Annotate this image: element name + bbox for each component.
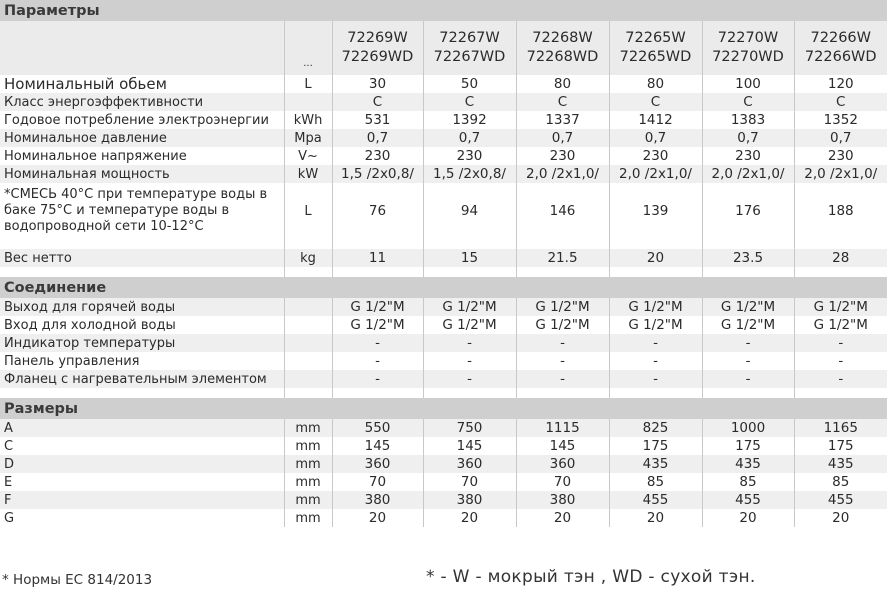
cell-value: 0,7 xyxy=(516,129,609,147)
spacer-row xyxy=(0,388,887,398)
section-dimensions-row xyxy=(0,398,887,419)
cell-value: 380 xyxy=(332,491,423,509)
cell-value: C xyxy=(423,93,516,111)
cell-value: 20 xyxy=(332,509,423,527)
cell-value: G 1/2"M xyxy=(794,298,887,316)
cell-value: 20 xyxy=(702,509,794,527)
cell-value: 1000 xyxy=(702,419,794,437)
model-header xyxy=(609,21,702,75)
cell-value: 1383 xyxy=(702,111,794,129)
model-code-w: 72268W xyxy=(532,30,593,46)
cell-value: 70 xyxy=(516,473,609,491)
model-header xyxy=(794,21,887,75)
cell-value: 94 xyxy=(423,183,516,239)
model-code-wd: 72270WD xyxy=(712,49,784,65)
param-row xyxy=(0,111,887,129)
cell-value: 0,7 xyxy=(702,129,794,147)
cell-value: 380 xyxy=(516,491,609,509)
row-label: Номинальное напряжение xyxy=(0,147,284,165)
cell-value: G 1/2"M xyxy=(794,316,887,334)
row-unit xyxy=(284,93,332,111)
connection-row xyxy=(0,370,887,388)
cell-value: 435 xyxy=(794,455,887,473)
row-label: Панель управления xyxy=(0,352,284,370)
model-header xyxy=(423,21,516,75)
cell-value: 70 xyxy=(423,473,516,491)
cell-value: 145 xyxy=(423,437,516,455)
model-code-wd: 72268WD xyxy=(526,49,599,65)
row-label: Вход для холодной воды xyxy=(0,316,284,334)
row-label: F xyxy=(0,491,284,509)
cell-value: 1412 xyxy=(609,111,702,129)
cell-value: 80 xyxy=(516,75,609,93)
cell-value: 2,0 /2x1,0/ xyxy=(609,165,702,183)
cell-value: 1165 xyxy=(794,419,887,437)
cell-value: G 1/2"M xyxy=(702,316,794,334)
row-label: Фланец с нагревательным элементом xyxy=(0,370,284,388)
cell-value: G 1/2"M xyxy=(609,316,702,334)
model-code-w: 72265W xyxy=(625,30,686,46)
cell-value: 80 xyxy=(609,75,702,93)
cell-value: - xyxy=(702,334,794,352)
cell-value: 2,0 /2x1,0/ xyxy=(702,165,794,183)
cell-value: - xyxy=(609,352,702,370)
section-title-dimensions: Размеры xyxy=(0,398,284,419)
cell-value: 1,5 /2x0,8/ xyxy=(332,165,423,183)
row-unit: V~ xyxy=(284,147,332,165)
cell-value: C xyxy=(516,93,609,111)
cell-value: 176 xyxy=(702,183,794,239)
row-unit: L xyxy=(284,75,332,93)
param-row xyxy=(0,249,887,267)
cell-value: C xyxy=(609,93,702,111)
cell-value: 20 xyxy=(609,509,702,527)
row-unit: mm xyxy=(284,419,332,437)
cell-value: - xyxy=(794,370,887,388)
model-code-wd: 72265WD xyxy=(619,49,692,65)
row-unit xyxy=(284,370,332,388)
row-unit: kW xyxy=(284,165,332,183)
cell-value: 531 xyxy=(332,111,423,129)
cell-value: 230 xyxy=(794,147,887,165)
model-code-wd: 72267WD xyxy=(433,49,506,65)
cell-value: 435 xyxy=(609,455,702,473)
cell-value: 360 xyxy=(423,455,516,473)
cell-value: - xyxy=(423,334,516,352)
cell-value: G 1/2"M xyxy=(332,316,423,334)
cell-value: 85 xyxy=(794,473,887,491)
model-header xyxy=(516,21,609,75)
model-code-w: 72267W xyxy=(439,30,500,46)
cell-value: 825 xyxy=(609,419,702,437)
cell-value: - xyxy=(516,334,609,352)
row-label: G xyxy=(0,509,284,527)
cell-value: 145 xyxy=(516,437,609,455)
dimension-row xyxy=(0,473,887,491)
model-header xyxy=(332,21,423,75)
cell-value: 11 xyxy=(332,249,423,267)
cell-value: 1,5 /2x0,8/ xyxy=(423,165,516,183)
cell-value: - xyxy=(794,352,887,370)
connection-row xyxy=(0,334,887,352)
row-label: Выход для горячей воды xyxy=(0,298,284,316)
row-label: C xyxy=(0,437,284,455)
cell-value: - xyxy=(609,370,702,388)
row-unit: mm xyxy=(284,437,332,455)
dimension-row xyxy=(0,455,887,473)
row-label: E xyxy=(0,473,284,491)
row-unit xyxy=(284,316,332,334)
cell-value: 146 xyxy=(516,183,609,239)
cell-value: 230 xyxy=(702,147,794,165)
cell-value: G 1/2"M xyxy=(609,298,702,316)
model-header xyxy=(702,21,794,75)
cell-value: 175 xyxy=(794,437,887,455)
param-row xyxy=(0,75,887,93)
cell-value: - xyxy=(332,334,423,352)
cell-value: 360 xyxy=(516,455,609,473)
dimension-row xyxy=(0,491,887,509)
row-unit xyxy=(284,334,332,352)
row-unit: mm xyxy=(284,491,332,509)
row-unit xyxy=(284,352,332,370)
spacer-row xyxy=(0,267,887,277)
cell-value: 455 xyxy=(609,491,702,509)
connection-row xyxy=(0,298,887,316)
cell-value: - xyxy=(516,352,609,370)
cell-value: 20 xyxy=(794,509,887,527)
cell-value: 30 xyxy=(332,75,423,93)
cell-value: 230 xyxy=(516,147,609,165)
row-label: D xyxy=(0,455,284,473)
param-row xyxy=(0,183,887,239)
cell-value: 550 xyxy=(332,419,423,437)
cell-value: 230 xyxy=(423,147,516,165)
param-row xyxy=(0,129,887,147)
cell-value: 1115 xyxy=(516,419,609,437)
row-label: *СМЕСЬ 40°С при температуре воды в баке 75°С и температуре воды в водопроводной сети 10-12°С xyxy=(0,183,284,239)
cell-value: 1352 xyxy=(794,111,887,129)
header-unit: ... xyxy=(284,21,332,75)
cell-value: 15 xyxy=(423,249,516,267)
cell-value: 0,7 xyxy=(423,129,516,147)
spacer-row xyxy=(0,239,887,249)
cell-value: - xyxy=(702,370,794,388)
cell-value: - xyxy=(423,352,516,370)
model-code-wd: 72266WD xyxy=(804,49,877,65)
model-header-row xyxy=(0,21,887,75)
cell-value: 750 xyxy=(423,419,516,437)
footnote-regulation: * Нормы ЕС 814/2013 xyxy=(2,572,153,588)
cell-value: 50 xyxy=(423,75,516,93)
cell-value: 0,7 xyxy=(609,129,702,147)
row-unit: mm xyxy=(284,455,332,473)
cell-value: 380 xyxy=(423,491,516,509)
cell-value: - xyxy=(794,334,887,352)
cell-value: 70 xyxy=(332,473,423,491)
section-title-params: Параметры xyxy=(0,0,284,21)
footnote-heater-types: * - W - мокрый тэн , WD - сухой тэн. xyxy=(426,567,756,587)
cell-value: 230 xyxy=(609,147,702,165)
cell-value: 175 xyxy=(609,437,702,455)
cell-value: 120 xyxy=(794,75,887,93)
cell-value: 1392 xyxy=(423,111,516,129)
cell-value: G 1/2"M xyxy=(516,316,609,334)
row-label: Номинальный обьем xyxy=(0,75,284,93)
section-params-row xyxy=(0,0,887,21)
cell-value: 85 xyxy=(702,473,794,491)
row-label: Годовое потребление электроэнергии xyxy=(0,111,284,129)
cell-value: - xyxy=(516,370,609,388)
cell-value: 21.5 xyxy=(516,249,609,267)
cell-value: - xyxy=(423,370,516,388)
cell-value: 20 xyxy=(516,509,609,527)
model-code-wd: 72269WD xyxy=(341,49,414,65)
cell-value: 188 xyxy=(794,183,887,239)
row-unit: mm xyxy=(284,473,332,491)
cell-value: G 1/2"M xyxy=(423,316,516,334)
row-label: Вес нетто xyxy=(0,249,284,267)
section-title-connection: Соединение xyxy=(0,277,284,298)
row-unit: kg xyxy=(284,249,332,267)
cell-value: 20 xyxy=(423,509,516,527)
row-label: Класс энергоэффективности xyxy=(0,93,284,111)
cell-value: 2,0 /2x1,0/ xyxy=(516,165,609,183)
cell-value: 100 xyxy=(702,75,794,93)
param-row xyxy=(0,165,887,183)
cell-value: 1337 xyxy=(516,111,609,129)
row-unit: Mpa xyxy=(284,129,332,147)
connection-row xyxy=(0,316,887,334)
cell-value: 28 xyxy=(794,249,887,267)
cell-value: 455 xyxy=(794,491,887,509)
row-unit: L xyxy=(284,183,332,239)
cell-value: 230 xyxy=(332,147,423,165)
row-label: Индикатор температуры xyxy=(0,334,284,352)
cell-value: 455 xyxy=(702,491,794,509)
row-unit xyxy=(284,298,332,316)
cell-value: C xyxy=(794,93,887,111)
cell-value: 85 xyxy=(609,473,702,491)
row-label: A xyxy=(0,419,284,437)
cell-value: 145 xyxy=(332,437,423,455)
cell-value: C xyxy=(332,93,423,111)
row-unit: mm xyxy=(284,509,332,527)
dimension-row xyxy=(0,437,887,455)
cell-value: - xyxy=(609,334,702,352)
cell-value: - xyxy=(702,352,794,370)
cell-value: G 1/2"M xyxy=(423,298,516,316)
model-code-w: 72266W xyxy=(810,30,871,46)
section-connection-row xyxy=(0,277,887,298)
cell-value: 0,7 xyxy=(332,129,423,147)
cell-value: G 1/2"M xyxy=(702,298,794,316)
cell-value: G 1/2"M xyxy=(332,298,423,316)
cell-value: 175 xyxy=(702,437,794,455)
model-code-w: 72270W xyxy=(717,30,779,46)
cell-value: 76 xyxy=(332,183,423,239)
cell-value: 20 xyxy=(609,249,702,267)
model-code-w: 72269W xyxy=(347,30,408,46)
connection-row xyxy=(0,352,887,370)
cell-value: G 1/2"M xyxy=(516,298,609,316)
cell-value: 139 xyxy=(609,183,702,239)
row-label: Номинальное давление xyxy=(0,129,284,147)
cell-value: - xyxy=(332,352,423,370)
cell-value: 2,0 /2x1,0/ xyxy=(794,165,887,183)
cell-value: 0,7 xyxy=(794,129,887,147)
dimension-row xyxy=(0,419,887,437)
cell-value: 360 xyxy=(332,455,423,473)
cell-value: - xyxy=(332,370,423,388)
param-row xyxy=(0,93,887,111)
row-label: Номинальная мощность xyxy=(0,165,284,183)
row-unit: kWh xyxy=(284,111,332,129)
cell-value: 435 xyxy=(702,455,794,473)
cell-value: C xyxy=(702,93,794,111)
param-row xyxy=(0,147,887,165)
cell-value: 23.5 xyxy=(702,249,794,267)
dimension-row xyxy=(0,509,887,527)
